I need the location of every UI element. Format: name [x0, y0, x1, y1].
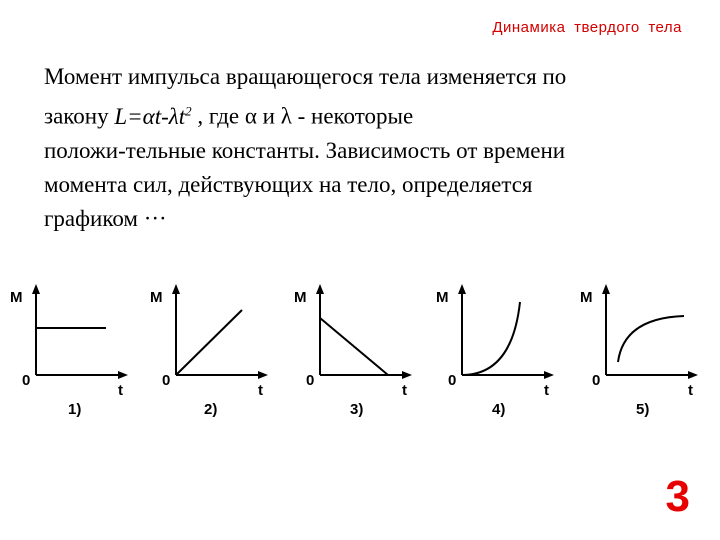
graph-1-svg	[8, 278, 138, 418]
y-axis-arrow-icon	[32, 284, 40, 294]
graph-2-svg	[148, 278, 278, 418]
x-axis-label: t	[118, 382, 123, 399]
y-axis-arrow-icon	[172, 284, 180, 294]
problem-line-4: момента сил, действующих на тело, определяется	[44, 171, 533, 197]
y-axis-arrow-icon	[458, 284, 466, 294]
slide-header-title: Динамика твердого тела	[492, 19, 682, 36]
graph-curve	[176, 310, 242, 375]
y-axis-arrow-icon	[602, 284, 610, 294]
origin-label: 0	[448, 372, 457, 389]
y-axis-label: M	[580, 289, 593, 306]
graph-3-svg	[292, 278, 422, 418]
x-axis-arrow-icon	[544, 371, 554, 379]
y-axis-arrow-icon	[316, 284, 324, 294]
y-axis-label: M	[10, 289, 23, 306]
graph-option-3[interactable]	[292, 278, 422, 418]
graph-option-5[interactable]	[578, 278, 708, 418]
problem-text	[44, 60, 684, 236]
origin-label: 0	[22, 372, 31, 389]
problem-line-2	[44, 94, 684, 134]
y-axis-label: M	[436, 289, 449, 306]
origin-label: 0	[592, 372, 601, 389]
graph-caption: 3)	[350, 401, 364, 418]
problem-line-5: графиком ···	[44, 205, 167, 231]
graph-caption: 4)	[492, 401, 506, 418]
graph-option-2[interactable]	[148, 278, 278, 418]
graph-4-svg	[434, 278, 564, 418]
graph-curve	[618, 316, 684, 362]
x-axis-label: t	[402, 382, 407, 399]
graph-caption: 2)	[204, 401, 218, 418]
graph-caption: 1)	[68, 401, 82, 418]
origin-label: 0	[306, 372, 315, 389]
x-axis-label: t	[688, 382, 693, 399]
graph-curve	[462, 302, 520, 375]
problem-line-3: положи-тельные константы. Зависимость от времени	[44, 137, 566, 163]
origin-label: 0	[162, 372, 171, 389]
problem-line-1: Момент импульса вращающегося тела изменяется по	[44, 64, 567, 89]
formula-main: L=αt-λt	[114, 103, 186, 129]
graph-options	[0, 278, 720, 418]
formula-exponent: 2	[185, 103, 192, 118]
y-axis-label: M	[294, 289, 307, 306]
formula	[114, 104, 191, 129]
x-axis-label: t	[544, 382, 549, 399]
graph-curve	[320, 318, 388, 375]
x-axis-arrow-icon	[118, 371, 128, 379]
x-axis-arrow-icon	[402, 371, 412, 379]
y-axis-label: M	[150, 289, 163, 306]
graph-caption: 5)	[636, 401, 650, 418]
graph-option-1[interactable]	[8, 278, 138, 418]
x-axis-arrow-icon	[258, 371, 268, 379]
slide-number: 3	[665, 472, 690, 521]
problem-line-2-prefix: закону	[44, 103, 109, 129]
problem-line-2-suffix: , где α и λ - некоторые	[197, 103, 414, 129]
graph-5-svg	[578, 278, 708, 418]
x-axis-label: t	[258, 382, 263, 399]
graph-option-4[interactable]	[434, 278, 564, 418]
x-axis-arrow-icon	[688, 371, 698, 379]
